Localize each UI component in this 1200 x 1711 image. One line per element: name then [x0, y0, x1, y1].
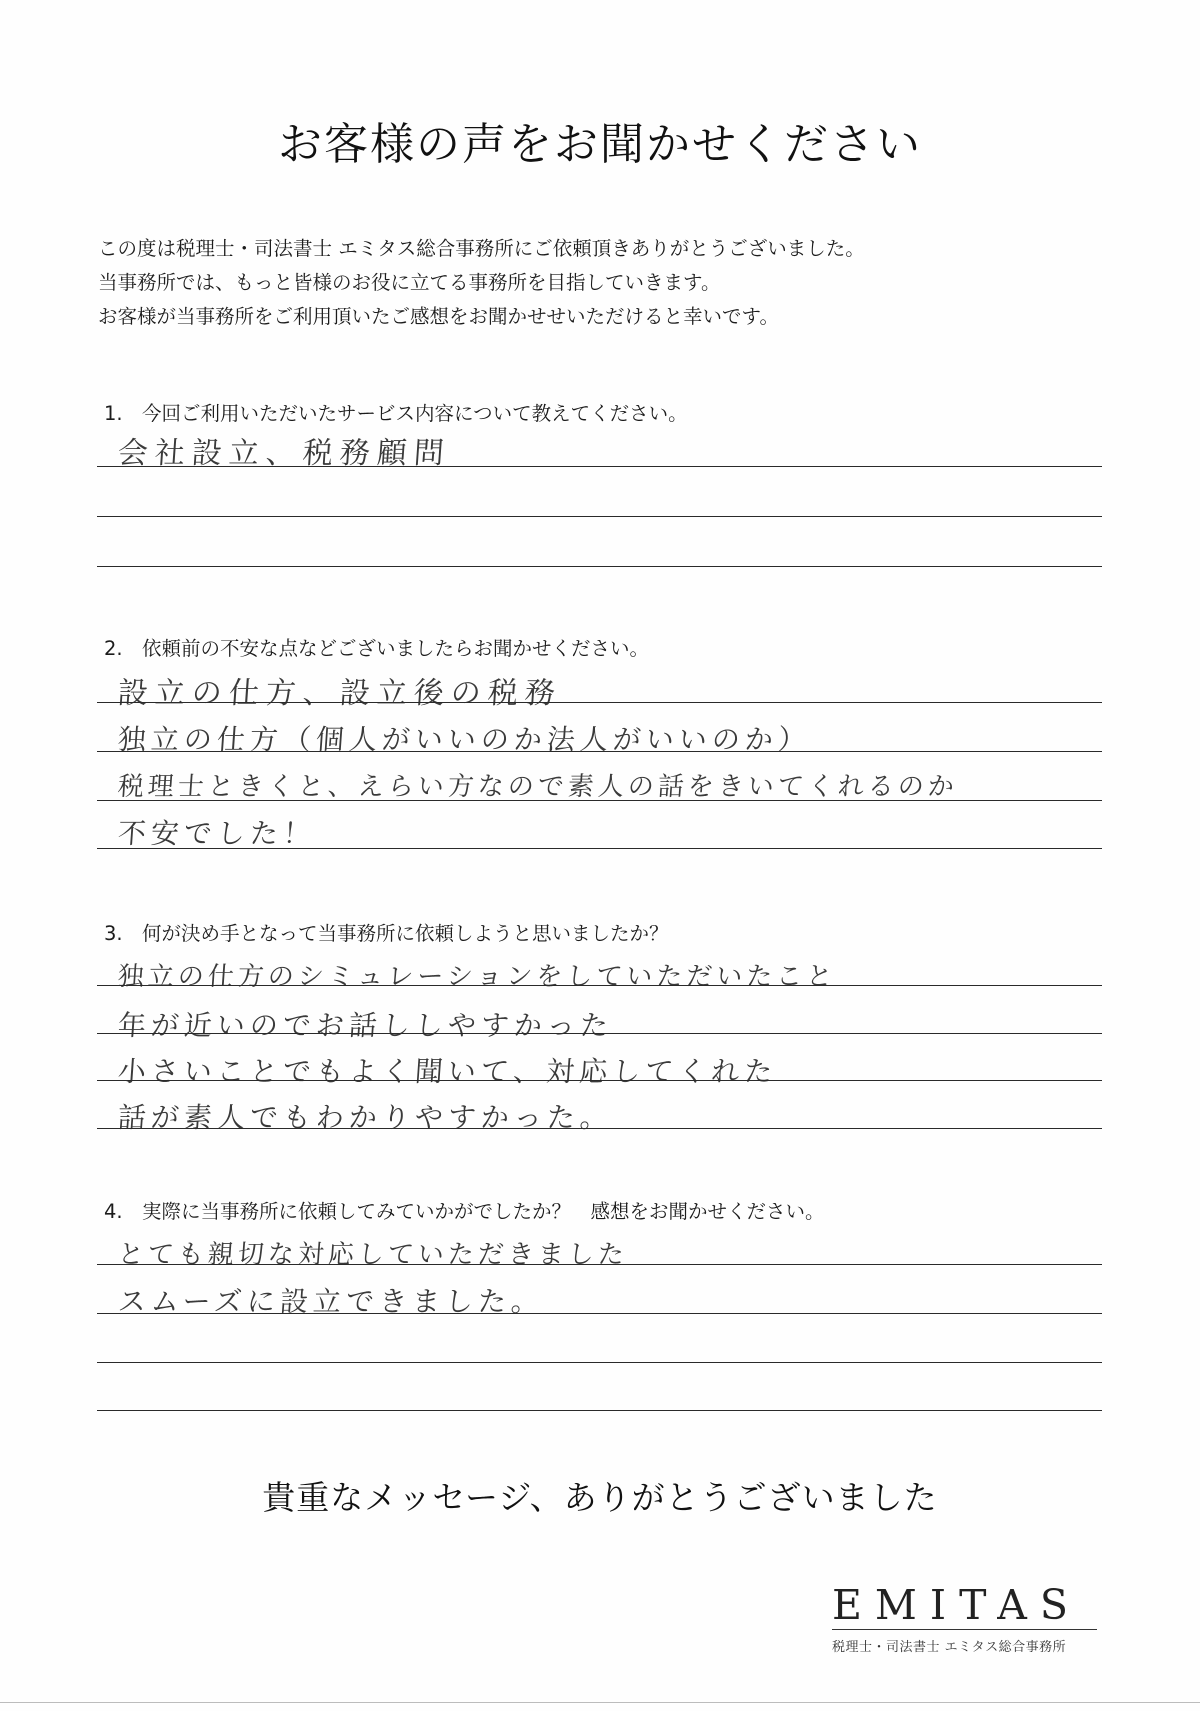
question-4: [104, 1196, 825, 1224]
question-text: 依頼前の不安な点などございましたらお聞かせください。: [142, 637, 650, 660]
answer-line: [97, 1128, 1102, 1129]
logo-divider: [832, 1629, 1097, 1630]
question-number: 2.: [104, 637, 123, 660]
question-3: [104, 918, 669, 946]
logo-subtitle: 税理士・司法書士 エミタス総合事務所: [832, 1640, 1067, 1655]
intro-text: [98, 232, 1118, 334]
page-title: お客様の声をお聞かせください: [278, 119, 922, 170]
company-logo: [832, 1583, 1102, 1655]
answer-line: [97, 848, 1102, 849]
answer-text: 独立の仕方（個人がいいのか法人がいいのか）: [116, 723, 813, 756]
answer-line: [97, 516, 1102, 517]
question-text: 何が決め手となって当事務所に依頼しようと思いましたか？: [142, 922, 669, 945]
answer-text: とても親切な対応していただきました: [116, 1240, 629, 1270]
answer-line: [97, 751, 1102, 752]
answer-line: [97, 1362, 1102, 1363]
answer-text: 会社設立、税務顧問: [116, 436, 452, 471]
answer-text: 年が近いのでお話ししやすかった: [116, 1009, 615, 1042]
answer-text: 設立の仕方、設立後の税務: [116, 676, 563, 711]
question-number: 4.: [104, 1200, 123, 1223]
answer-text: スムーズに設立できました。: [116, 1285, 546, 1318]
answer-text: 不安でした！: [116, 817, 318, 850]
logo-wordmark: EMITAS: [832, 1581, 1081, 1629]
answer-text: 独立の仕方のシミュレーションをしていただいたこと: [116, 962, 838, 992]
answer-line: [97, 985, 1102, 986]
answer-line: [97, 1410, 1102, 1411]
question-text: 実際に当事務所に依頼してみていかがでしたか？ 感想をお聞かせください。: [142, 1200, 825, 1223]
intro-line: お客様が当事務所をご利用頂いたご感想をお聞かせせいただけると幸いです。: [98, 305, 779, 328]
closing-message: 貴重なメッセージ、ありがとうございました: [262, 1478, 938, 1517]
answer-line: [97, 800, 1102, 801]
question-2: [104, 633, 649, 661]
answer-line: [97, 1313, 1102, 1314]
answer-line: [97, 466, 1102, 467]
answer-text: 話が素人でもわかりやすかった。: [116, 1101, 615, 1134]
answer-line: [97, 702, 1102, 703]
answer-line: [97, 1264, 1102, 1265]
question-text: 今回ご利用いただいたサービス内容について教えてください。: [142, 402, 688, 425]
scan-edge: [0, 1702, 1200, 1703]
question-1: [104, 398, 688, 426]
answer-text: 小さいことでもよく聞いて、対応してくれた: [116, 1055, 779, 1088]
answer-line: [97, 1033, 1102, 1034]
answer-line: [97, 1080, 1102, 1081]
question-number: 3.: [104, 922, 123, 945]
intro-line: この度は税理士・司法書士 エミタス総合事務所にご依頼頂きありがとうございました。: [98, 237, 865, 260]
answer-text: 税理士ときくと、えらい方なので素人の話をきいてくれるのか: [116, 772, 959, 802]
intro-line: 当事務所では、もっと皆様のお役に立てる事務所を目指していきます。: [98, 271, 721, 294]
question-number: 1.: [104, 402, 123, 425]
answer-line: [97, 566, 1102, 567]
